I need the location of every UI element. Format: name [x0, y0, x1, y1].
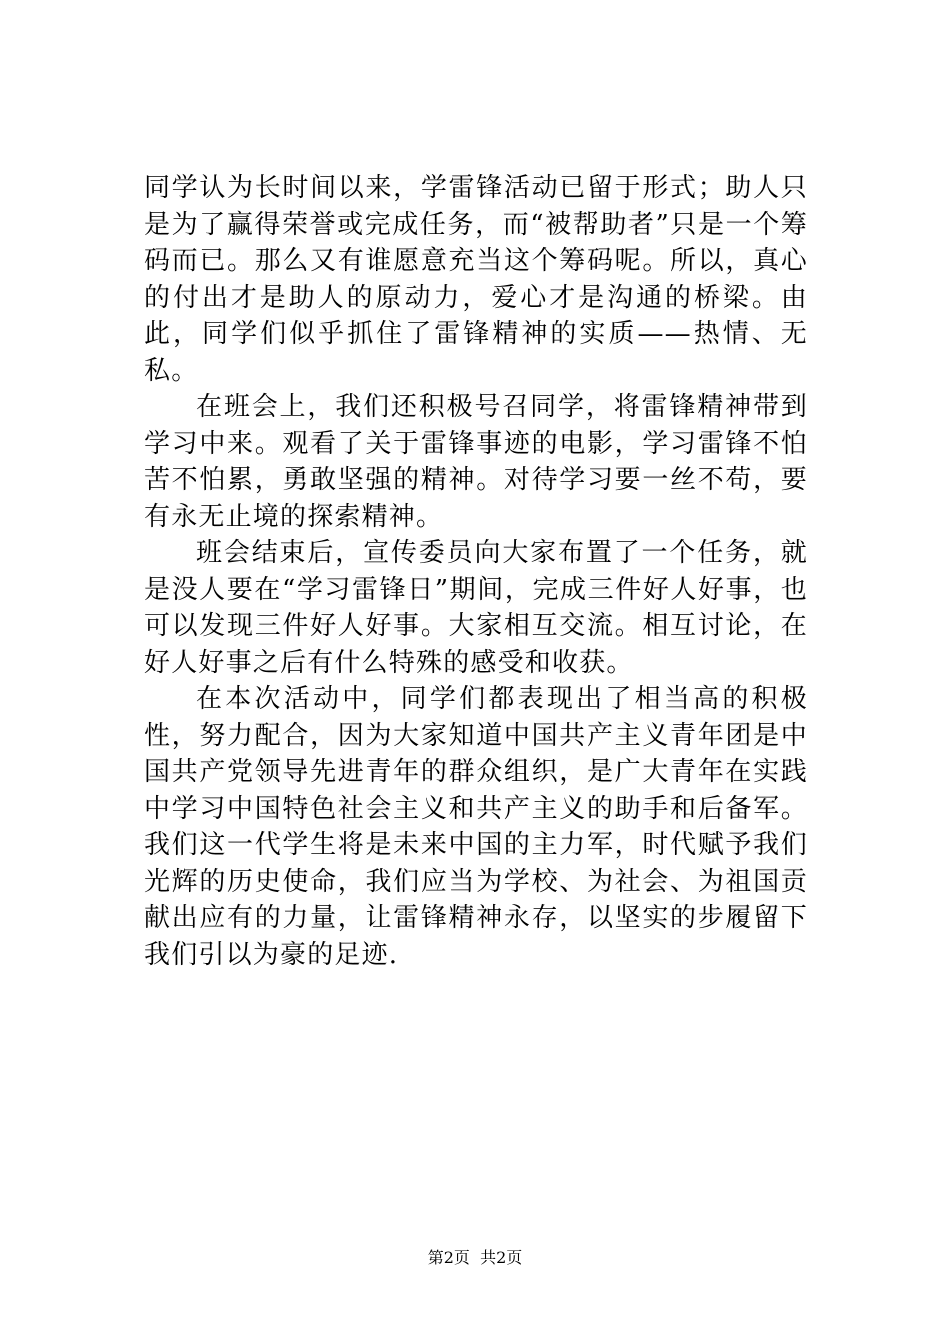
paragraph-3: 班会结束后，宣传委员向大家布置了一个任务，就是没人要在“学习雷锋日”期间，完成三件好人好事，也可以发现三件好人好事。大家相互交流。相互讨论，在好人好事之后有什么特殊的感受和收获。 — [144, 538, 808, 678]
paragraph-1: 同学认为长时间以来，学雷锋活动已留于形式；助人只是为了赢得荣誉或完成任务，而“被帮助者”只是一个筹码而已。那么又有谁愿意充当这个筹码呢。所以，真心的付出才是助人的原动力，爱心才是沟通的桥梁。由此，同学们似乎抓住了雷锋精神的实质——热情、无私。 — [144, 173, 808, 386]
page-number-label: 第2页 共2页 — [427, 1248, 523, 1267]
paragraph-2: 在班会上，我们还积极号召同学，将雷锋精神带到学习中来。观看了关于雷锋事迹的电影，学习雷锋不怕苦不怕累，勇敢坚强的精神。对待学习要一丝不苟，要有永无止境的探索精神。 — [144, 392, 808, 532]
page-footer — [0, 1245, 950, 1268]
paragraph-4: 在本次活动中，同学们都表现出了相当高的积极性，努力配合，因为大家知道中国共产主义青年团是中国共产党领导先进青年的群众组织，是广大青年在实践中学习中国特色社会主义和共产主义的助手和后备军。我们这一代学生将是未来中国的主力军，时代赋予我们光辉的历史使命，我们应当为学校、为社会、为祖国贡献出应有的力量，让雷锋精神永存，以坚实的步履留下我们引以为豪的足迹. — [144, 684, 808, 970]
document-body — [144, 170, 808, 973]
